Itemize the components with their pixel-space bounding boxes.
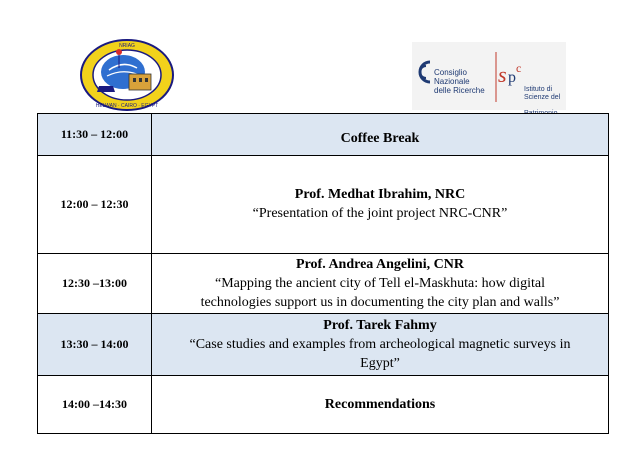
- nrc-logo: [79, 38, 175, 112]
- svg-text:c: c: [516, 61, 522, 75]
- svg-text:NRIAG: NRIAG: [119, 43, 135, 49]
- time-cell: 14:00 –14:30: [38, 376, 152, 434]
- session-cell: [152, 376, 609, 434]
- speaker-name: Prof. Andrea Angelini, CNR: [296, 256, 464, 272]
- schedule-row: [38, 114, 609, 156]
- ispc-mark-icon: [498, 61, 521, 87]
- talk-title-line: technologies support us in documenting the city plan and walls”: [200, 294, 560, 310]
- speaker-name: Prof. Tarek Fahmy: [323, 317, 437, 333]
- time-cell: 13:30 – 14:00: [38, 314, 152, 376]
- time-cell: 12:30 –13:00: [38, 254, 152, 314]
- schedule-table: [37, 113, 609, 434]
- talk-title-line: Egypt”: [360, 355, 400, 371]
- svg-text:HELWAN · CAIRO · EGYPT: HELWAN · CAIRO · EGYPT: [95, 103, 159, 109]
- schedule-row: [38, 156, 609, 254]
- session-cell: [152, 254, 609, 314]
- schedule-row: [38, 376, 609, 434]
- speaker-name: Prof. Medhat Ibrahim, NRC: [294, 187, 466, 202]
- schedule-row: [38, 254, 609, 314]
- session-cell: [152, 314, 609, 376]
- session-title: Recommendations: [324, 396, 436, 412]
- time-cell: 12:00 – 12:30: [38, 156, 152, 254]
- schedule-row: [38, 314, 609, 376]
- cnr-name: Consiglio Nazionale delle Ricerche: [434, 68, 485, 95]
- talk-title-line: “Mapping the ancient city of Tell el-Maskhuta: how digital: [214, 275, 545, 291]
- session-cell: [152, 156, 609, 254]
- session-cell: [152, 114, 609, 156]
- ispc-name: Istituto di Scienze del: [524, 86, 561, 101]
- talk-title-line: “Case studies and examples from archeological magnetic surveys in: [189, 336, 571, 352]
- talk-title: “Presentation of the joint project NRC-CNR”: [252, 206, 508, 221]
- nrc-seal-icon: [79, 38, 175, 112]
- time-cell: 11:30 – 12:00: [38, 114, 152, 156]
- cnr-ispc-logo: [412, 42, 566, 110]
- session-title: Coffee Break: [340, 130, 420, 146]
- cnr-emblem-icon: [420, 62, 430, 82]
- svg-text:s: s: [498, 62, 507, 87]
- svg-text:p: p: [508, 69, 516, 86]
